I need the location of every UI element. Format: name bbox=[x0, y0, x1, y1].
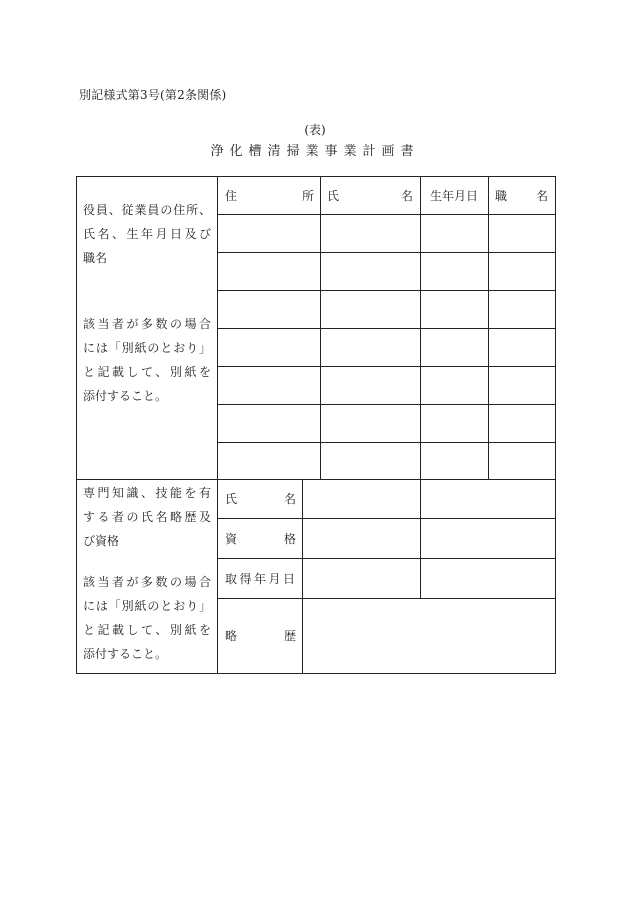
table-right-border bbox=[555, 176, 556, 674]
table-bottom-border bbox=[76, 673, 556, 674]
s1-note bbox=[83, 312, 211, 408]
s2-row-line bbox=[217, 598, 556, 599]
s1-note-line: には「別紙のとおり」 bbox=[83, 341, 211, 355]
s1-row-line bbox=[217, 366, 556, 367]
s1-row-line bbox=[217, 252, 556, 253]
s2-row-line bbox=[217, 558, 556, 559]
s2-note-line: には「別紙のとおり」 bbox=[83, 599, 211, 613]
s2-note-line: 該当者が多数の場合 bbox=[83, 575, 211, 589]
s2-description-line: び資格 bbox=[83, 534, 120, 548]
header-birthdate: 生年月日 bbox=[429, 189, 478, 203]
s1-description-line: 職名 bbox=[83, 251, 108, 265]
s1-note-line: 添付すること。 bbox=[83, 389, 168, 403]
label-name: 氏 名 bbox=[225, 492, 296, 506]
document-title: 浄化槽清掃業事業計画書 bbox=[210, 144, 420, 159]
s2-note-line: と記載して、別紙を bbox=[83, 623, 211, 637]
header-name: 氏 名 bbox=[327, 189, 413, 203]
label-career: 略 歴 bbox=[225, 629, 296, 643]
s1-description bbox=[83, 198, 211, 270]
s1-col-line bbox=[420, 176, 421, 480]
s2-row-line bbox=[217, 518, 556, 519]
s2-description-line: 専門知識、技能を有 bbox=[83, 486, 211, 500]
side-label: (表) bbox=[304, 123, 326, 137]
s1-description-line: 氏名、生年月日及び bbox=[83, 227, 211, 241]
s2-col-line bbox=[420, 479, 421, 599]
header-address: 住 所 bbox=[225, 189, 314, 203]
table-left-border bbox=[76, 176, 77, 674]
s1-col-line bbox=[488, 176, 489, 480]
s2-note-line: 添付すること。 bbox=[83, 647, 168, 661]
label-acquired-date: 取得年月日 bbox=[225, 572, 298, 586]
s1-row-line bbox=[217, 328, 556, 329]
label-column-divider bbox=[217, 176, 218, 674]
s1-row-line bbox=[217, 404, 556, 405]
s1-description-line: 役員、従業員の住所、 bbox=[83, 203, 211, 217]
s2-description bbox=[83, 481, 211, 553]
label-qualification: 資 格 bbox=[225, 532, 296, 546]
s1-col-line bbox=[320, 176, 321, 480]
s1-row-line bbox=[217, 442, 556, 443]
s2-note bbox=[83, 570, 211, 666]
form-number-label: 別記様式第3号(第2条関係) bbox=[79, 88, 227, 102]
s2-col-line bbox=[302, 479, 303, 674]
section-divider bbox=[76, 479, 556, 480]
header-position: 職 名 bbox=[495, 189, 548, 203]
s1-row-line bbox=[217, 214, 556, 215]
s1-row-line bbox=[217, 290, 556, 291]
s1-note-line: 該当者が多数の場合 bbox=[83, 317, 211, 331]
table-top-border bbox=[76, 176, 556, 177]
s1-note-line: と記載して、別紙を bbox=[83, 365, 211, 379]
s2-description-line: する者の氏名略歴及 bbox=[83, 510, 211, 524]
